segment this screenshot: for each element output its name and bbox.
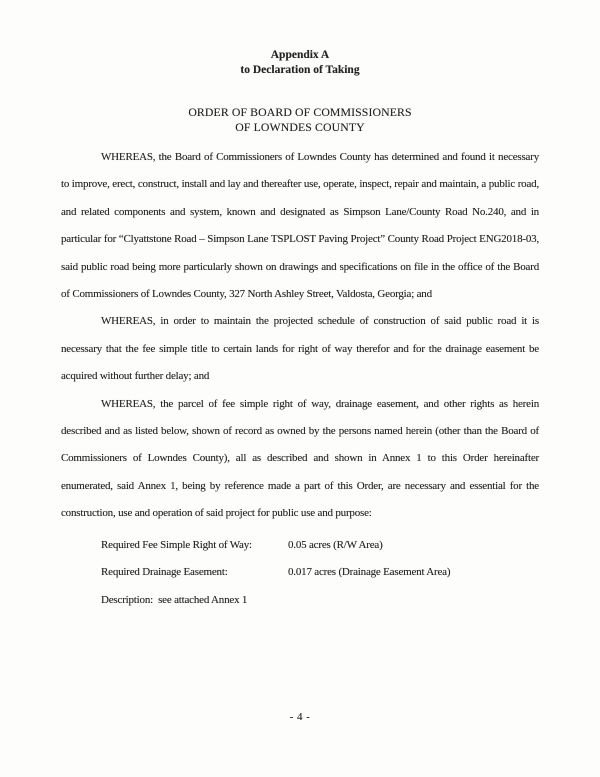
paragraph-whereas-1: WHEREAS, the Board of Commissioners of Lowndes County has determined and found it necessary to improve, erect, construct, install and lay and thereafter use, operate, inspect, repair and maintain, a public road, and related components and system, known and designated as Simpson Lane/County Road No.240, and in particular for “Clyattstone Road – Simpson Lane TSPLOST Paving Project” County Road Project ENG2018-03, said public road being more particularly shown on drawings and specifications on file in the office of the Board of Commissioners of Lowndes County, 327 North Ashley Street, Valdosta, Georgia; and	[61, 151, 539, 301]
order-heading-line1: ORDER OF BOARD OF COMMISSIONERS	[188, 105, 412, 119]
order-heading-line2: OF LOWNDES COUNTY	[235, 120, 365, 134]
requirement-row-drainage	[101, 559, 539, 586]
requirement-label-drainage: Required Drainage Easement:	[101, 566, 228, 579]
paragraph-whereas-3: WHEREAS, the parcel of fee simple right of way, drainage easement, and other rights as herein described and as listed below, shown of record as owned by the persons named herein (other than the Board of Commissioners of Lowndes County), all as described and shown in Annex 1 to this Order hereinafter enumerated, said Annex 1, being by reference made a part of this Order, are necessary and essential for the construction, use and operation of said project for public use and purpose:	[61, 397, 539, 520]
appendix-heading-line1: Appendix A	[270, 49, 330, 61]
requirement-row-fee-simple	[101, 532, 539, 559]
requirements-block	[101, 532, 539, 614]
paragraph-whereas-2: WHEREAS, in order to maintain the projected schedule of construction of said public road it is necessary that the fee simple title to certain lands for right of way therefor and for the drainage easement be acquired without further delay; and	[61, 315, 539, 383]
appendix-heading-line2: to Declaration of Taking	[240, 64, 360, 76]
description-line: Description: see attached Annex 1	[101, 593, 248, 606]
document-body	[61, 144, 539, 528]
appendix-heading	[61, 48, 539, 78]
requirement-value-drainage: 0.017 acres (Drainage Easement Area)	[288, 566, 451, 579]
order-heading	[61, 105, 539, 135]
requirement-label-fee-simple: Required Fee Simple Right of Way:	[101, 538, 252, 551]
requirement-value-fee-simple: 0.05 acres (R/W Area)	[288, 538, 383, 551]
page-number: - 4 -	[289, 711, 311, 723]
